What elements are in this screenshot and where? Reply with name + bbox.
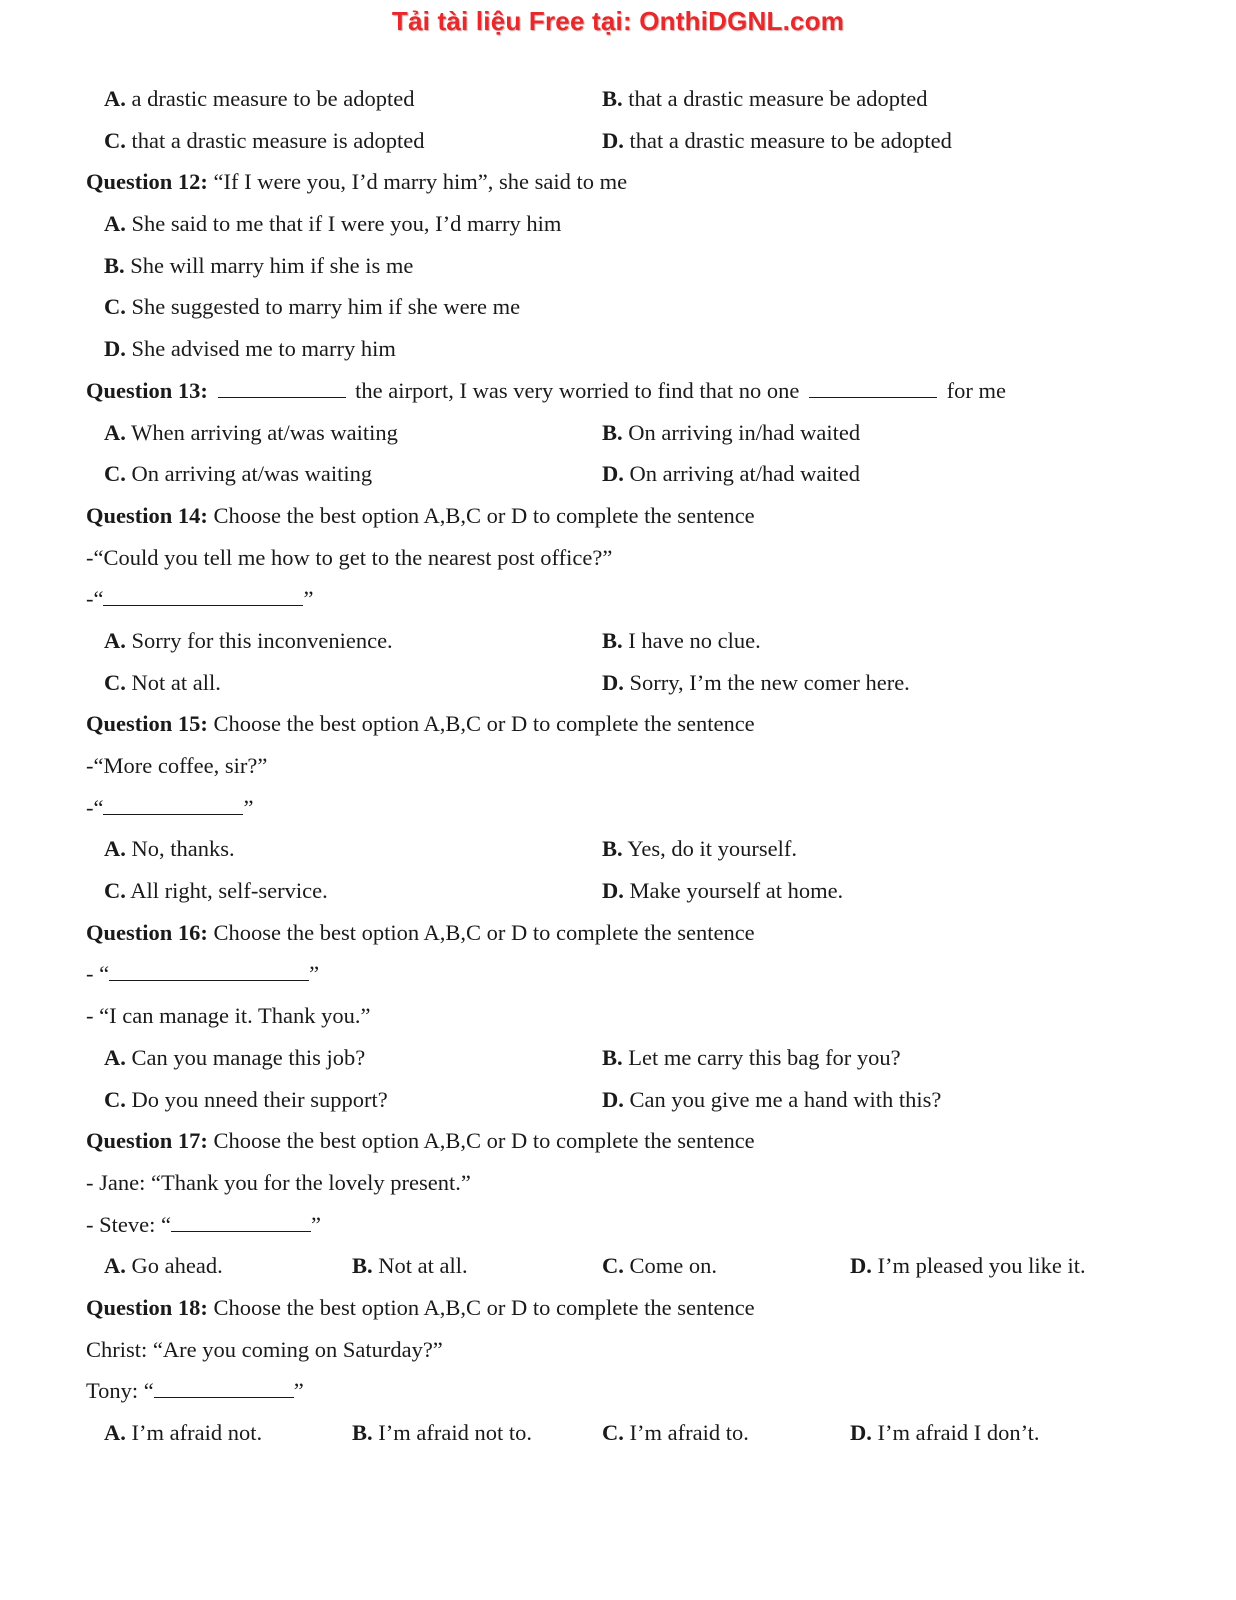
q15-stem: Question 15: Choose the best option A,B,C or D to complete the sentence [86,711,755,737]
q11-option-d[interactable]: D. that a drastic measure to be adopted [602,127,952,153]
q11-option-b[interactable]: B. that a drastic measure be adopted [602,86,928,111]
q15-dialogue-line-2: -“ ” [86,794,254,820]
q12-stem: Question 12: “If I were you, I’d marry him”, she said to me [86,169,628,195]
q15-options-row-1 [86,828,1166,870]
q16-option-d[interactable]: D. Can you give me a hand with this? [602,1086,942,1112]
q11-option-a[interactable]: A. a drastic measure to be adopted [104,86,415,111]
q16-stem: Question 16: Choose the best option A,B,C or D to complete the sentence [86,919,755,945]
q15-option-d[interactable]: D. Make yourself at home. [602,878,844,904]
q18-dialogue-line-2: Tony: “ ” [86,1378,304,1404]
q17-dialogue-line-2: - Steve: “ ” [86,1211,321,1237]
q14-answer-blank [103,587,303,606]
q15-option-b[interactable]: B. Yes, do it yourself. [602,836,798,862]
q14-option-d[interactable]: D. Sorry, I’m the new comer here. [602,669,910,695]
q16-option-c[interactable]: C. Do you nneed their support? [104,1086,388,1112]
q17-stem: Question 17: Choose the best option A,B,C or D to complete the sentence [86,1128,755,1154]
q14-stem: Question 14: Choose the best option A,B,C or D to complete the sentence [86,502,755,528]
q13-stem: Question 13: the airport, I was very worried to find that no one for me [86,377,1006,403]
site-header: Tải tài liệu Free tại: OnthiDGNL.com [391,6,845,36]
q16-options-row-2 [86,1079,1166,1121]
q16-dialogue-line-1: - “ ” [86,961,320,987]
q13-label: Question 13: [86,377,208,403]
q15-dialogue-line-1: -“More coffee, sir?” [86,753,268,778]
q16-option-a[interactable]: A. Can you manage this job? [104,1044,366,1070]
q12-option-b[interactable]: B. She will marry him if she is me [104,252,414,278]
q18-dialogue-line-1: Christ: “Are you coming on Saturday?” [86,1336,443,1362]
q11-options-row-2 [86,120,1166,162]
q11-option-c[interactable]: C. that a drastic measure is adopted [104,127,425,153]
q15-answer-blank [103,796,243,815]
q15-options-row-2 [86,870,1166,912]
q17-option-a[interactable]: A. Go ahead. [104,1253,223,1279]
q12-option-a[interactable]: A. She said to me that if I were you, I’d marry him [104,211,562,237]
q16-option-b[interactable]: B. Let me carry this bag for you? [602,1044,901,1070]
q14-options-row-2 [86,662,1166,704]
q17-option-b[interactable]: B. Not at all. [352,1253,468,1279]
q15-label: Question 15: [86,711,208,737]
q14-dialogue-line-2: -“ ” [86,586,314,612]
q16-options-row-1 [86,1037,1166,1079]
q16-label: Question 16: [86,919,208,945]
q18-label: Question 18: [86,1294,208,1320]
q18-stem: Question 18: Choose the best option A,B,C or D to complete the sentence [86,1294,755,1320]
q14-option-a[interactable]: A. Sorry for this inconvenience. [104,627,393,653]
q13-blank-2 [809,379,937,398]
q17-option-d[interactable]: D. I’m pleased you like it. [850,1253,1086,1279]
q15-option-c[interactable]: C. All right, self-service. [104,878,328,904]
q13-blank-1 [218,379,346,398]
q18-answer-blank [154,1379,294,1398]
worksheet [86,78,1166,1454]
q13-options-row-2 [86,453,1166,495]
q13-options-row-1 [86,412,1166,454]
q14-option-b[interactable]: B. I have no clue. [602,627,761,653]
q18-option-d[interactable]: D. I’m afraid I don’t. [850,1420,1040,1445]
q12-label: Question 12: [86,169,208,195]
q14-option-c[interactable]: C. Not at all. [104,669,221,695]
q14-dialogue-line-1: -“Could you tell me how to get to the nearest post office?” [86,544,613,570]
q14-options-row-1 [86,620,1166,662]
q16-dialogue-line-2: - “I can manage it. Thank you.” [86,1003,371,1029]
q17-options-row [86,1245,1166,1287]
q17-label: Question 17: [86,1128,208,1154]
q18-option-b[interactable]: B. I’m afraid not to. [352,1420,532,1445]
q17-dialogue-line-1: - Jane: “Thank you for the lovely present.” [86,1169,471,1195]
q14-label: Question 14: [86,502,208,528]
q15-option-a[interactable]: A. No, thanks. [104,836,235,862]
q13-option-b[interactable]: B. On arriving in/had waited [602,419,861,445]
q17-answer-blank [171,1213,311,1232]
q18-option-c[interactable]: C. I’m afraid to. [602,1420,749,1445]
q13-option-d[interactable]: D. On arriving at/had waited [602,461,861,487]
q18-options-row [86,1412,1166,1454]
q13-option-a[interactable]: A. When arriving at/was waiting [104,419,398,445]
q17-option-c[interactable]: C. Come on. [602,1253,717,1279]
q18-option-a[interactable]: A. I’m afraid not. [104,1420,263,1445]
q12-option-c[interactable]: C. She suggested to marry him if she were me [104,294,521,320]
q12-option-d[interactable]: D. She advised me to marry him [104,336,396,362]
q16-answer-blank [109,962,309,981]
q11-options-row-1 [86,78,1166,120]
q13-option-c[interactable]: C. On arriving at/was waiting [104,461,373,487]
